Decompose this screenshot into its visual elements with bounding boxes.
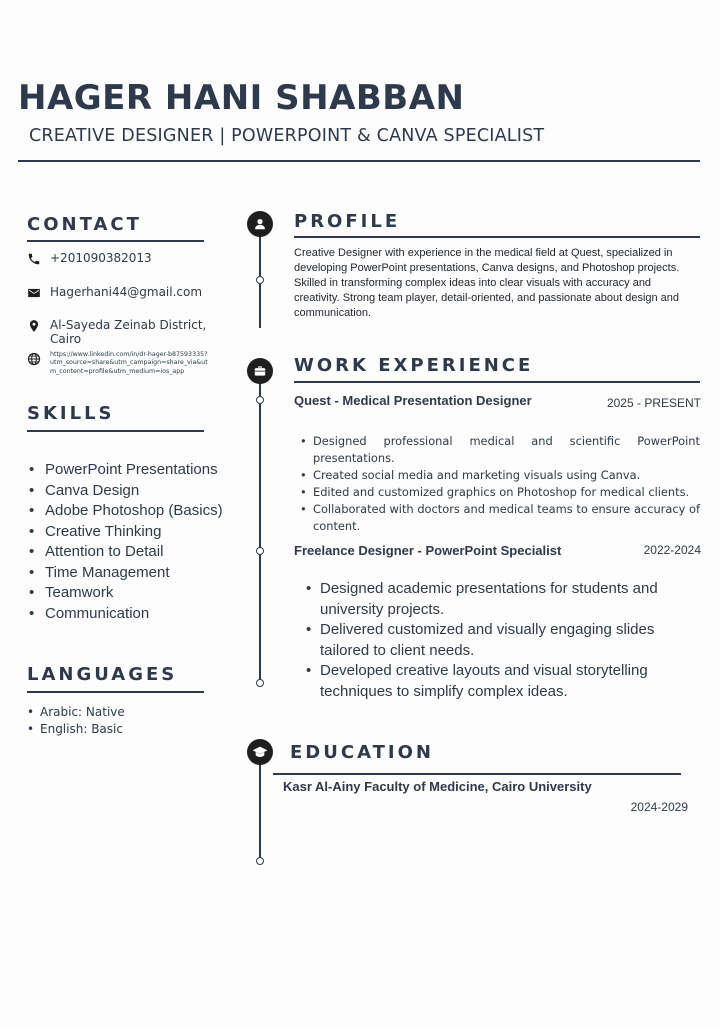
languages-list (27, 704, 125, 738)
education-heading: EDUCATION (290, 742, 434, 763)
timeline-line-experience (259, 382, 261, 682)
skills-list (27, 460, 223, 624)
language-item: • Arabic: Native (27, 704, 125, 721)
linkedin-url[interactable]: https://www.linkedin.com/in/dr-hager-b87593335?utm_source=share&utm_campaign=share_via&utm_content=profile&utm_medium=ios_app (50, 351, 208, 375)
skills-heading: SKILLS (27, 403, 115, 424)
contact-linkedin (27, 351, 217, 376)
job-bullets (304, 579, 684, 702)
skill-item: • Teamwork (27, 583, 223, 604)
job-date: 2025 - PRESENT (606, 396, 701, 410)
globe-icon (27, 352, 41, 366)
contact-phone-text: +201090382013 (50, 251, 152, 265)
timeline-line-education (259, 764, 261, 861)
timeline-dot (256, 679, 264, 687)
job-bullet: • Developed creative layouts and visual storytelling techniques to simplify complex ideas. (304, 661, 684, 702)
languages-divider (27, 691, 204, 693)
contact-email-text[interactable]: Hagerhani44@gmail.com (50, 285, 203, 299)
timeline-dot (256, 396, 264, 404)
job-bullet: • Designed academic presentations for students and university projects. (304, 579, 684, 620)
resume-name: HAGER HANI SHABBAN (18, 78, 465, 118)
job-title: Freelance Designer - PowerPoint Specialist (294, 543, 562, 558)
job-bullets (298, 433, 700, 535)
phone-icon (27, 252, 41, 266)
education-divider (273, 773, 681, 775)
briefcase-icon (247, 358, 273, 384)
profile-summary: Creative Designer with experience in the medical field at Quest, specialized in developing PowerPoint presentations, Canva designs, and Photoshop projects. Skilled in transforming complex ideas into clear visuals with accuracy and creativity. Strong team player, detail-oriented, and passionate about design and communication. (294, 247, 680, 319)
skill-item: • PowerPoint Presentations (27, 460, 223, 481)
contact-email (27, 285, 217, 300)
job-bullet: • Designed professional medical and scientific PowerPoint presentations. (298, 433, 700, 467)
timeline-dot (256, 276, 264, 284)
job-bullet: • Created social media and marketing visuals using Canva. (298, 467, 700, 484)
experience-divider (294, 381, 700, 383)
skill-item: • Communication (27, 604, 223, 625)
job-bullet: • Collaborated with doctors and medical teams to ensure accuracy of content. (298, 501, 700, 535)
language-item: • English: Basic (27, 721, 125, 738)
job-bullet: • Delivered customized and visually engaging slides tailored to client needs. (304, 620, 684, 661)
job-bullet: • Edited and customized graphics on Photoshop for medical clients. (298, 484, 700, 501)
languages-heading: LANGUAGES (27, 664, 178, 685)
resume-subtitle: CREATIVE DESIGNER | POWERPOINT & CANVA SPECIALIST (29, 126, 545, 146)
skill-item: • Time Management (27, 563, 223, 584)
contact-phone (27, 251, 217, 266)
skill-item: • Creative Thinking (27, 522, 223, 543)
job-title: Quest - Medical Presentation Designer (294, 393, 532, 408)
experience-heading: WORK EXPERIENCE (294, 355, 534, 376)
person-icon (247, 211, 273, 237)
envelope-icon (27, 286, 41, 300)
education-school: Kasr Al-Ainy Faculty of Medicine, Cairo University (283, 779, 592, 794)
skill-item: • Canva Design (27, 481, 223, 502)
contact-address-text: Al-Sayeda Zeinab District, Cairo (50, 318, 207, 346)
contact-address (27, 318, 217, 346)
skills-divider (27, 430, 204, 432)
contact-divider (27, 240, 204, 242)
education-date: 2024-2029 (630, 800, 688, 814)
job-date: 2022-2024 (643, 543, 701, 557)
graduation-cap-icon (247, 739, 273, 765)
contact-heading: CONTACT (27, 214, 142, 235)
profile-heading: PROFILE (294, 211, 401, 232)
skill-item: • Attention to Detail (27, 542, 223, 563)
skill-item: • Adobe Photoshop (Basics) (27, 501, 223, 522)
profile-divider (294, 236, 700, 238)
location-pin-icon (27, 319, 41, 333)
timeline-dot (256, 857, 264, 865)
header-divider (18, 160, 700, 162)
timeline-dot (256, 547, 264, 555)
